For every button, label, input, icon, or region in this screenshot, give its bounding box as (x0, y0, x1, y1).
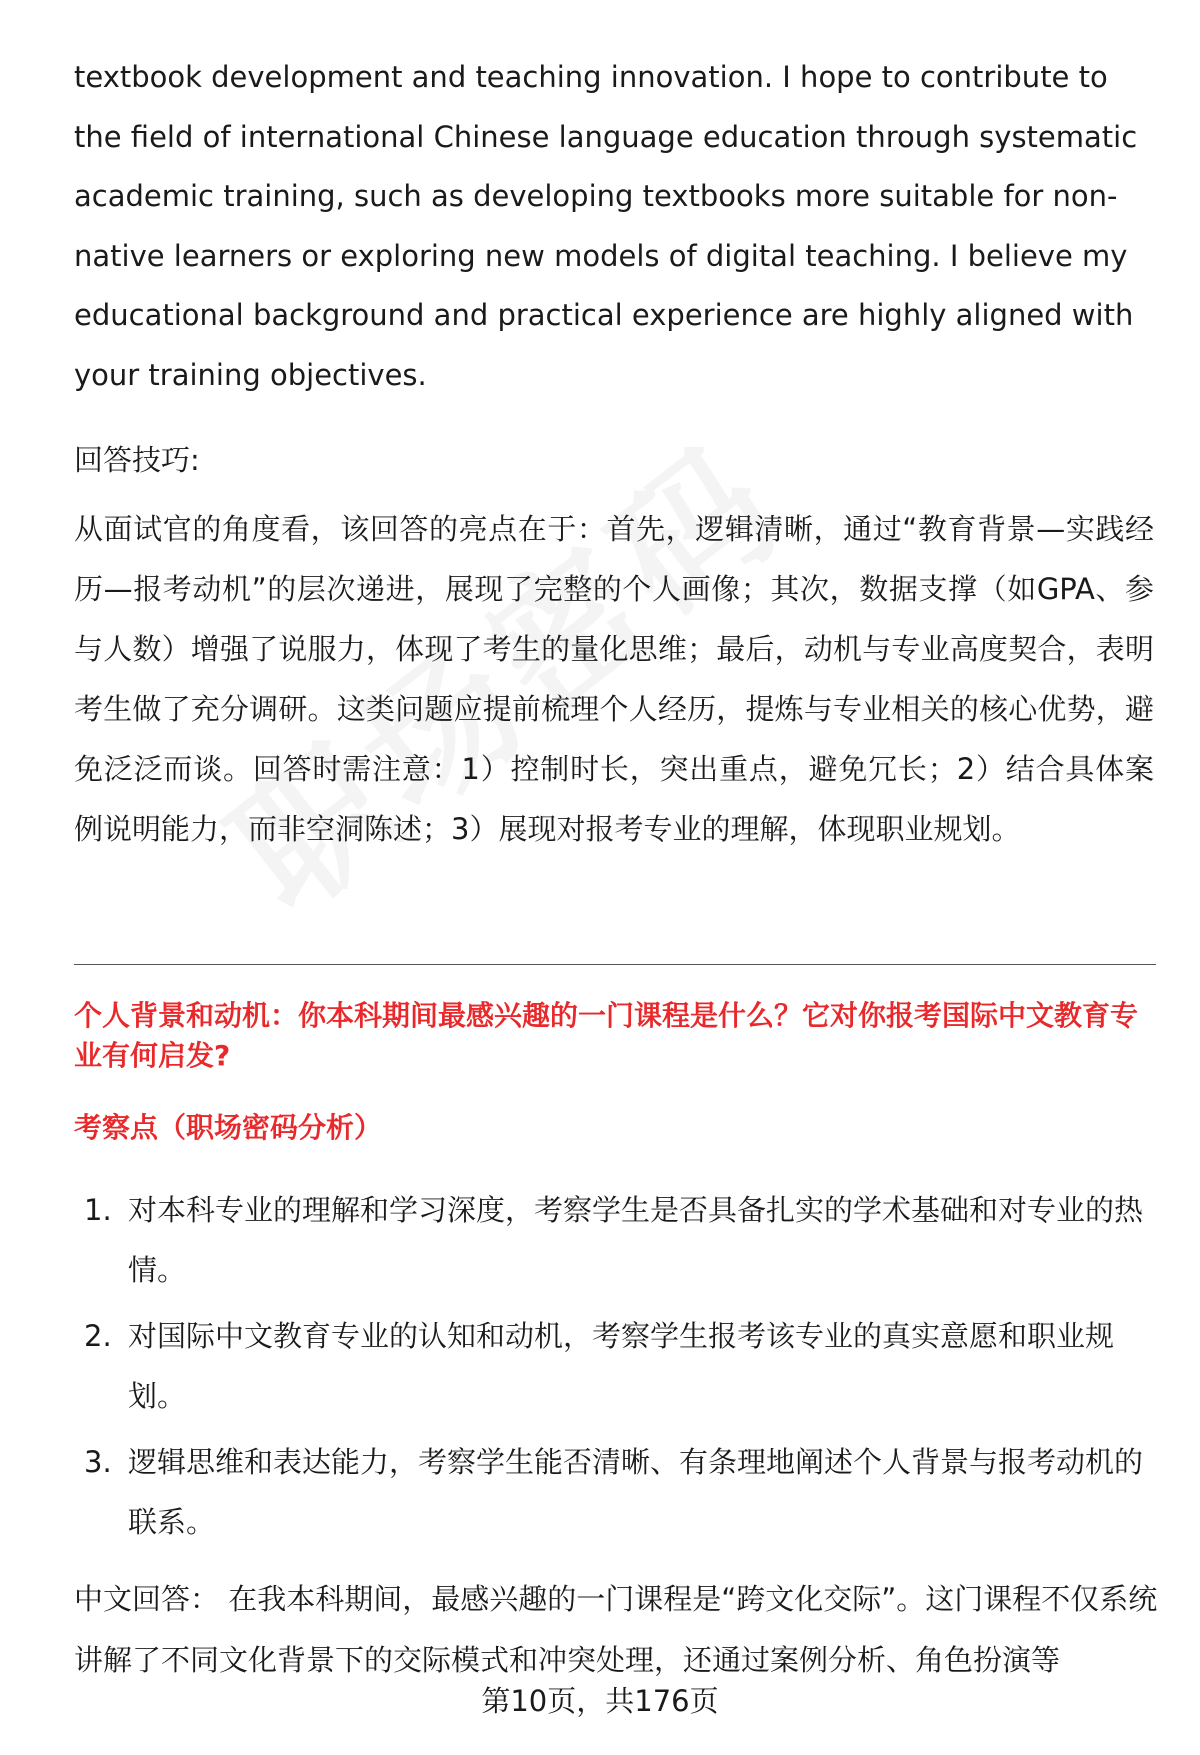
section-divider (74, 964, 1156, 965)
list-item (74, 1432, 1159, 1552)
page-footer: 第10页，共176页 (481, 1684, 719, 1718)
list-item-text: 对国际中文教育专业的认知和动机，考察学生报考该专业的真实意愿和职业规划。 (128, 1319, 1115, 1413)
list-item-number: 2. (84, 1319, 112, 1353)
list-item (74, 1306, 1159, 1426)
assessment-points-list (74, 1180, 1159, 1558)
answer-tips-body: 从面试官的角度看，该回答的亮点在于：首先，逻辑清晰，通过“教育背景—实践经历—报考动机”的层次递进，展现了完整的个人画像；其次，数据支撑（如GPA、参与人数）增强了说服力，体现了考生的量化思维；最后，动机与专业高度契合，表明考生做了充分调研。这类问题应提前梳理个人经历，提炼与专业相关的核心优势，避免泛泛而谈。回答时需注意：1）控制时长，突出重点，避免冗长；2）结合具体案例说明能力，而非空洞陈述；3）展现对报考专业的理解，体现职业规划。 (74, 512, 1154, 846)
list-item-text: 对本科专业的理解和学习深度，考察学生是否具备扎实的学术基础和对专业的热情。 (128, 1193, 1144, 1287)
list-item (74, 1180, 1159, 1300)
answer-tips-label: 回答技巧: (74, 443, 200, 477)
english-answer-paragraph: textbook development and teaching innovation. I hope to contribute to the field of international Chinese language education through systematic academic training, such as developing textbooks more suitable for non-native learners or exploring new models of digital teaching. I believe my educational background and practical experience are highly aligned with your training objectives. (74, 60, 1138, 392)
chinese-answer-paragraph: 中文回答： 在我本科期间，最感兴趣的一门课程是“跨文化交际”。这门课程不仅系统讲解了不同文化背景下的交际模式和冲突处理，还通过案例分析、角色扮演等 (74, 1582, 1158, 1677)
interview-question: 个人背景和动机：你本科期间最感兴趣的一门课程是什么？它对你报考国际中文教育专业有何启发? (74, 999, 1139, 1072)
list-item-number: 3. (84, 1445, 112, 1479)
list-item-text: 逻辑思维和表达能力，考察学生能否清晰、有条理地阐述个人背景与报考动机的联系。 (128, 1445, 1144, 1539)
assessment-heading: 考察点（职场密码分析） (74, 1111, 383, 1144)
list-item-number: 1. (84, 1193, 112, 1227)
